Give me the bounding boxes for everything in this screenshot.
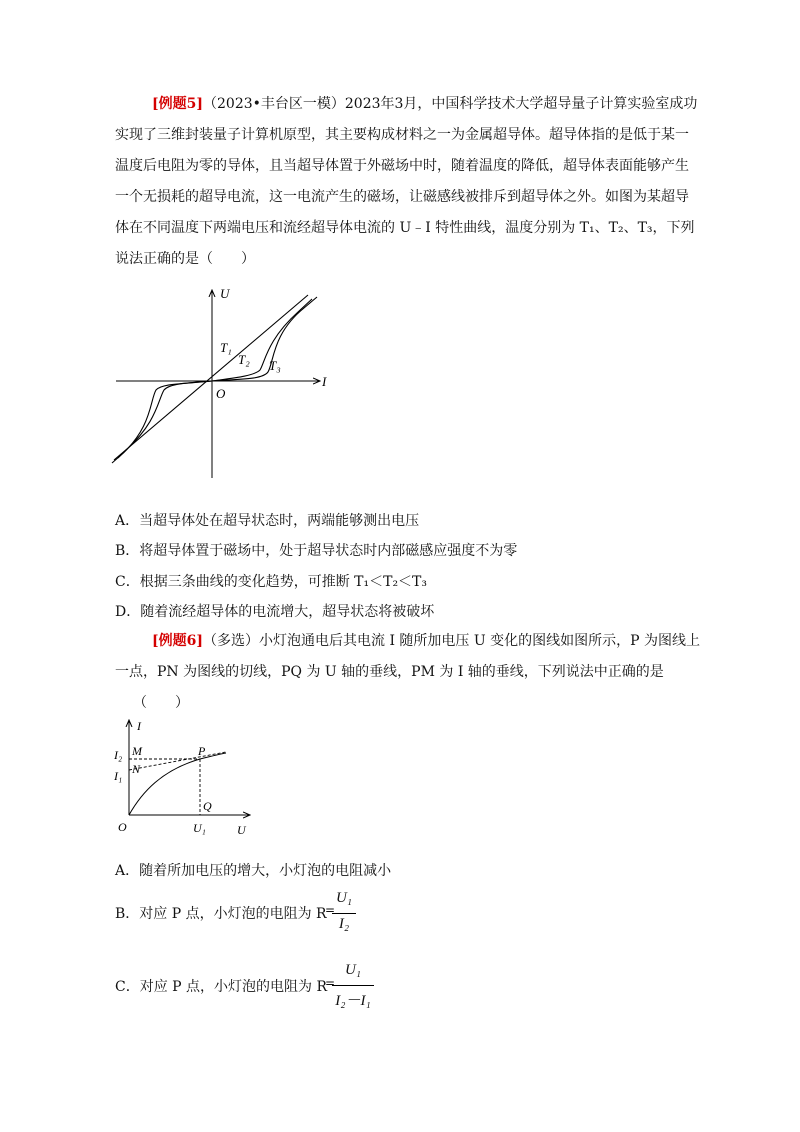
option-b-fraction-bar bbox=[332, 913, 356, 914]
example6-question bbox=[115, 626, 700, 719]
example5-option-c: C．根据三条曲线的变化趋势，可推断 T₁＜T₂＜T₃ bbox=[115, 574, 428, 590]
example6-option-b: B．对应 P 点，小灯泡的电阻为 R bbox=[115, 906, 327, 922]
t2-label: T₂ bbox=[238, 352, 250, 367]
n-label: N bbox=[132, 762, 141, 776]
example5-line-2: 实现了三维封装量子计算机原型，其主要构成材料之一为金属超导体。超导体指的是低于某一 bbox=[115, 127, 689, 143]
example5-option-a: A．当超导体处在超导状态时，两端能够测出电压 bbox=[115, 513, 420, 529]
u1-label: U₁ bbox=[193, 821, 206, 835]
option-c-fraction-bar bbox=[332, 985, 374, 986]
origin-label-6: O bbox=[118, 820, 127, 834]
example5-tag: [例题5] bbox=[152, 96, 203, 112]
curve-t2-neg bbox=[118, 381, 212, 458]
example6-line-2: 一点，PN 为图线的切线，PQ 为 U 轴的垂线，PM 为 I 轴的垂线，下列说法中正确的是 bbox=[115, 664, 664, 680]
example6-line-1: [例题6]（多选）小灯泡通电后其电流 I 随所加电压 U 变化的图线如图所示，P 为图线上 bbox=[152, 633, 700, 649]
axis-u-label: U bbox=[220, 286, 230, 301]
origin-label: O bbox=[216, 386, 226, 401]
example5-option-d: D．随着流经超导体的电流增大，超导状态将被破坏 bbox=[115, 604, 435, 620]
option-c-equals: = bbox=[325, 976, 336, 990]
option-b-denominator: I₂ bbox=[338, 916, 350, 932]
example5-line-6: 说法正确的是（ ） bbox=[115, 251, 255, 267]
example6-option-c: C．对应 P 点，小灯泡的电阻为 R bbox=[115, 979, 328, 995]
example5-line-3: 温度后电阻为零的导体，且当超导体置于外磁场中时，随着温度的降低，超导体表面能够产生 bbox=[115, 158, 689, 174]
t3-label: T₃ bbox=[269, 358, 281, 373]
example6-tag: [例题6] bbox=[152, 633, 203, 649]
example5-option-b: B．将超导体置于磁场中，处于超导状态时内部磁感应强度不为零 bbox=[115, 543, 518, 559]
example5-line-5: 体在不同温度下两端电压和流经超导体电流的 U﹣I 特性曲线，温度分别为 T₁、T₂、T₃，下列 bbox=[115, 220, 695, 236]
superconductor-ui-graph bbox=[112, 282, 332, 482]
option-c-numerator: U₁ bbox=[344, 962, 362, 978]
p-label: P bbox=[198, 744, 206, 758]
axis-u-label-6: U bbox=[237, 823, 246, 837]
curve-t3 bbox=[212, 297, 317, 381]
i2-label: I₂ bbox=[114, 748, 123, 762]
t1-label: T₁ bbox=[220, 340, 232, 355]
example5-line-1: [例题5]（2023•丰台区一模）2023年3月，中国科学技术大学超导量子计算实验室成功 bbox=[152, 96, 698, 112]
option-b-numerator: U₁ bbox=[335, 890, 353, 906]
axis-i-label-6: I bbox=[137, 719, 141, 733]
m-label: M bbox=[132, 744, 142, 758]
example5-question bbox=[115, 89, 698, 275]
axis-i-label: I bbox=[322, 374, 327, 389]
example6-option-a: A．随着所加电压的增大，小灯泡的电阻减小 bbox=[115, 863, 392, 879]
option-c-denominator: I₂－I₁ bbox=[335, 993, 371, 1009]
option-b-equals: = bbox=[325, 903, 336, 917]
q-label: Q bbox=[203, 799, 212, 813]
i1-label: I₁ bbox=[114, 769, 123, 783]
example5-line-4: 一个无损耗的超导电流，这一电流产生的磁场，让磁感线被排斥到超导体之外。如图为某超导 bbox=[115, 189, 689, 205]
lamp-iu-graph bbox=[112, 714, 262, 839]
curve-t1 bbox=[114, 295, 308, 460]
example6-line-3: （ ） bbox=[133, 695, 189, 711]
